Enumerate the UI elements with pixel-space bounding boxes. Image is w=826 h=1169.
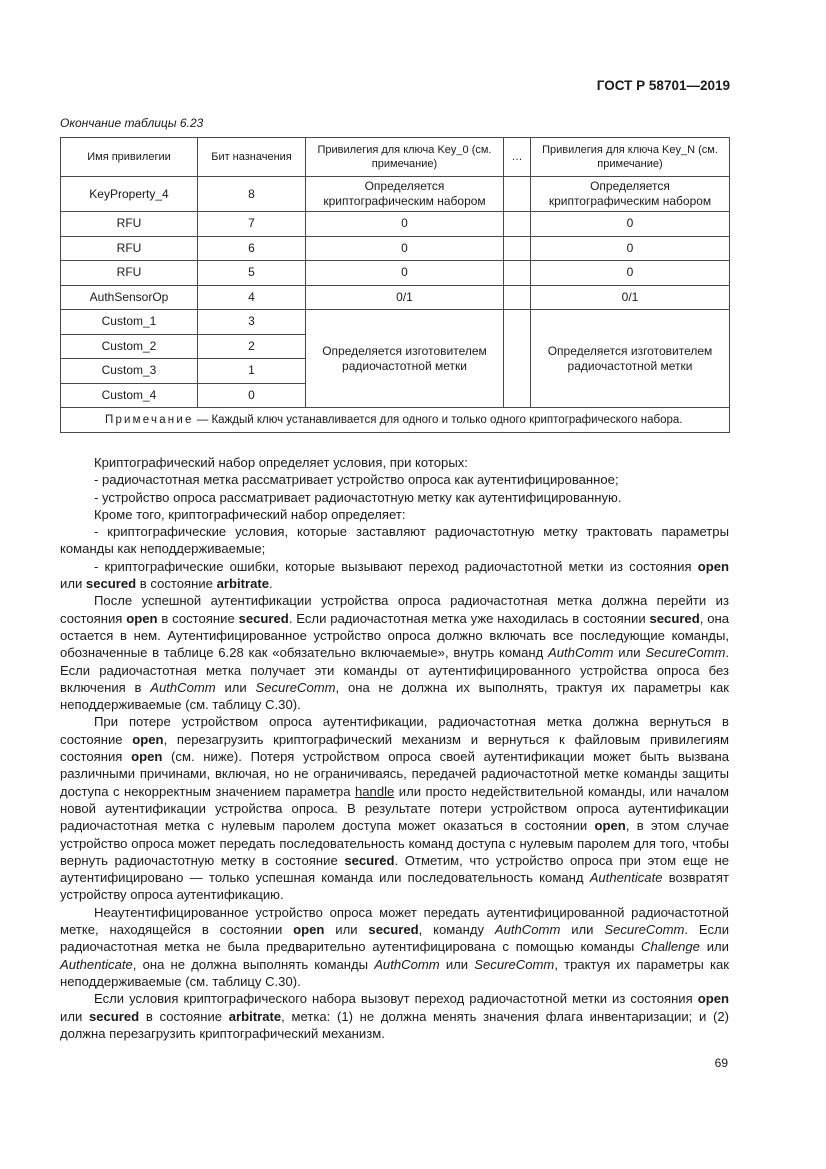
document-id: ГОСТ Р 58701—2019 [596, 78, 730, 93]
column-header: … [504, 138, 531, 177]
text-run: SecureComm [604, 922, 685, 938]
text-run: (см. ниже). Потеря устройством опроса своей аутентификации может быть вызвана различными причинами, включая, но не ограничиваясь, передачей радиочастотной метке команды защиты доступа с некорректным значением параметра [60, 749, 729, 799]
text-run: secured [344, 852, 395, 868]
text-run: secured [649, 610, 700, 626]
table-cell: AuthSensorOp [61, 285, 198, 310]
text-run: Кроме того, криптографический набор определяет: [94, 506, 406, 522]
text-run: , она остается в нем. Аутентифицированное устройство опроса должно включать все последующие команды, обозначенные в таблице 6.28 как «обязательно включаемые», внутрь команд [60, 610, 729, 661]
table-cell: 4 [198, 285, 306, 310]
table-row [61, 177, 730, 212]
merged-cell-key0: Определяется изготовителем радиочастотной метки [306, 310, 504, 408]
table-cell: 5 [198, 261, 306, 286]
table-cell [504, 285, 531, 310]
table-row [61, 285, 730, 310]
table-cell: KeyProperty_4 [61, 177, 198, 212]
text-run: - криптографические условия, которые заставляют радиочастотную метку трактовать параметры команды как неподдерживаемые; [60, 524, 729, 557]
text-run: , в этом случае устройство опроса может передать последовательность команд доступа с нулевым паролем для того, чтобы вернуть радиочастотную метку в состояние [60, 818, 729, 868]
text-run: или [699, 939, 729, 955]
text-run: secured [368, 922, 419, 938]
body-paragraph [60, 713, 729, 903]
text-run: в состояние [157, 610, 239, 626]
text-run: open [293, 922, 325, 938]
body-paragraph [60, 904, 729, 990]
table-cell: Custom_1 [61, 310, 198, 335]
text-run: , трактуя их параметры как неподдерживаемые (см. таблицу С.30). [60, 956, 730, 989]
text-run: или [560, 922, 605, 938]
table-cell: 8 [198, 177, 306, 212]
table-row [61, 310, 730, 335]
text-run: open [126, 610, 158, 626]
text-run: AuthComm [374, 956, 440, 972]
table-caption: Окончание таблицы 6.23 [60, 116, 204, 130]
column-header: Привилегия для ключа Key_N (см. примечание) [531, 138, 730, 177]
text-run: Authenticate [60, 956, 133, 972]
page-number: 69 [714, 1056, 728, 1070]
privileges-table [60, 137, 730, 433]
table-cell: Определяется криптографическим набором [531, 177, 730, 212]
text-run: , команду [418, 922, 495, 938]
text-run: arbitrate [228, 1008, 282, 1024]
text-run: , она не должна выполнять команды [132, 956, 375, 972]
text-run: в состояние [136, 576, 217, 592]
text-run: open [594, 818, 626, 834]
table-cell: 0/1 [306, 285, 504, 310]
body-paragraph [60, 489, 729, 506]
text-run: . Если радиочастотная метка получает эти команды от аутентифицированного устройства опроса без включения в [60, 645, 730, 695]
table-cell: 0 [531, 236, 730, 261]
body-paragraph [60, 523, 729, 558]
text-run: arbitrate [216, 576, 269, 592]
text-run: secured [238, 610, 289, 626]
text-run: open [697, 558, 729, 574]
text-run: - криптографические ошибки, которые вызывают переход радиочастотной метки из состояния [94, 558, 698, 574]
text-run: или [215, 679, 256, 695]
text-run: handle [354, 783, 395, 799]
text-run: AuthComm [494, 922, 561, 938]
text-run: open [131, 749, 163, 765]
text-run: . [269, 576, 273, 592]
text-run: Authenticate [589, 870, 663, 886]
table-cell: 0 [306, 261, 504, 286]
text-run: После успешной аутентификации устройства опроса радиочастотная метка должна перейти из состояния [60, 593, 729, 626]
ellipsis-column-cell [504, 310, 531, 408]
column-header: Привилегия для ключа Key_0 (см. примечание) [306, 138, 504, 177]
table-row [61, 261, 730, 286]
text-run: или [439, 956, 475, 972]
text-run: open [697, 991, 729, 1007]
text-run: возвратят устройству опроса аутентификацию. [60, 870, 729, 903]
table-cell [504, 261, 531, 286]
text-run: или [60, 1008, 89, 1024]
table-cell: Custom_4 [61, 383, 198, 408]
text-run: Криптографический набор определяет условия, при которых: [94, 455, 468, 470]
table-note [61, 408, 730, 433]
body-paragraph [60, 990, 729, 1042]
table-cell: RFU [61, 261, 198, 286]
text-run: При потере устройством опроса аутентификации, радиочастотная метка должна вернуться в состояние [60, 714, 729, 747]
text-run: - радиочастотная метка рассматривает устройство опроса как аутентифицированное; [94, 472, 619, 488]
text-run: в состояние [139, 1008, 229, 1024]
text-run: Если условия криптографического набора вызовут переход радиочастотной метки из состояния [94, 991, 698, 1007]
table-cell: 1 [198, 359, 306, 384]
body-paragraph [60, 471, 729, 488]
text-run: . Отметим, что устройство опроса при этом еще не аутентифицировано — только успешная команда или последовательность команд [60, 852, 729, 886]
text-run: или [613, 645, 646, 661]
merged-cell-keyn: Определяется изготовителем радиочастотной метки [531, 310, 730, 408]
text-run: или [60, 576, 86, 592]
table-cell: 0 [198, 383, 306, 408]
note-text: — Каждый ключ устанавливается для одного и только одного криптографического набора. [196, 413, 683, 426]
table-cell [504, 177, 531, 212]
text-run: - устройство опроса рассматривает радиочастотную метку как аутентифицированную. [94, 489, 622, 505]
column-header: Бит назначения [198, 138, 306, 177]
table-cell: RFU [61, 236, 198, 261]
text-run: . Если радиочастотная метка не была предварительно аутентифицирована с помощью команды [60, 922, 730, 955]
body-text [60, 454, 729, 1042]
table-cell: Определяется криптографическим набором [306, 177, 504, 212]
text-run: или просто недействительной команды, или началом новой аутентификации устройства опроса. В результате потери устройством опроса аутентификации радиочастотная метка с нулевым паролем доступа может оказаться в состоянии [60, 783, 729, 834]
body-paragraph [60, 454, 729, 471]
text-run: secured [85, 576, 137, 592]
table-row [61, 236, 730, 261]
text-run: или [324, 922, 369, 938]
text-run: , она не должна их выполнять, трактуя их параметры как неподдерживаемые (см. таблицу С.30). [60, 679, 729, 713]
body-paragraph [60, 506, 729, 523]
text-run: open [132, 731, 164, 747]
text-run: Неаутентифицированное устройство опроса может передать аутентифицированной радиочастотной метке, находящейся в состоянии [60, 904, 729, 938]
table-cell: 0 [306, 212, 504, 237]
table-note-row [61, 408, 730, 433]
text-run: Challenge [641, 939, 700, 955]
table-cell: Custom_3 [61, 359, 198, 384]
column-header: Имя привилегии [61, 138, 198, 177]
text-run: . Если радиочастотная метка уже находилась в состоянии [288, 610, 650, 626]
table-cell: RFU [61, 212, 198, 237]
text-run: secured [88, 1008, 140, 1024]
table-cell: 0/1 [531, 285, 730, 310]
text-run: , метка: (1) не должна менять значения флага инвентаризации; и (2) должна перезагрузить криптографический механизм. [60, 1008, 729, 1041]
table-cell: 7 [198, 212, 306, 237]
text-run: AuthComm [548, 645, 614, 661]
table-row [61, 212, 730, 237]
note-label: Примечание [105, 413, 194, 426]
table-cell: 3 [198, 310, 306, 335]
body-paragraph [60, 592, 729, 713]
table-cell: 2 [198, 334, 306, 359]
table-cell [504, 212, 531, 237]
body-paragraph [60, 558, 729, 593]
table-cell: 0 [531, 261, 730, 286]
table-cell: 0 [306, 236, 504, 261]
text-run: SecureComm [255, 679, 336, 695]
text-run: AuthComm [150, 679, 216, 695]
text-run: , перезагрузить криптографический механизм и вернуться к файловым привилегиям состояния [60, 731, 730, 765]
text-run: SecureComm [645, 645, 726, 661]
table-cell: 6 [198, 236, 306, 261]
table-cell [504, 236, 531, 261]
table-header-row [61, 138, 730, 177]
table-cell: Custom_2 [61, 334, 198, 359]
table-cell: 0 [531, 212, 730, 237]
text-run: SecureComm [474, 956, 555, 972]
